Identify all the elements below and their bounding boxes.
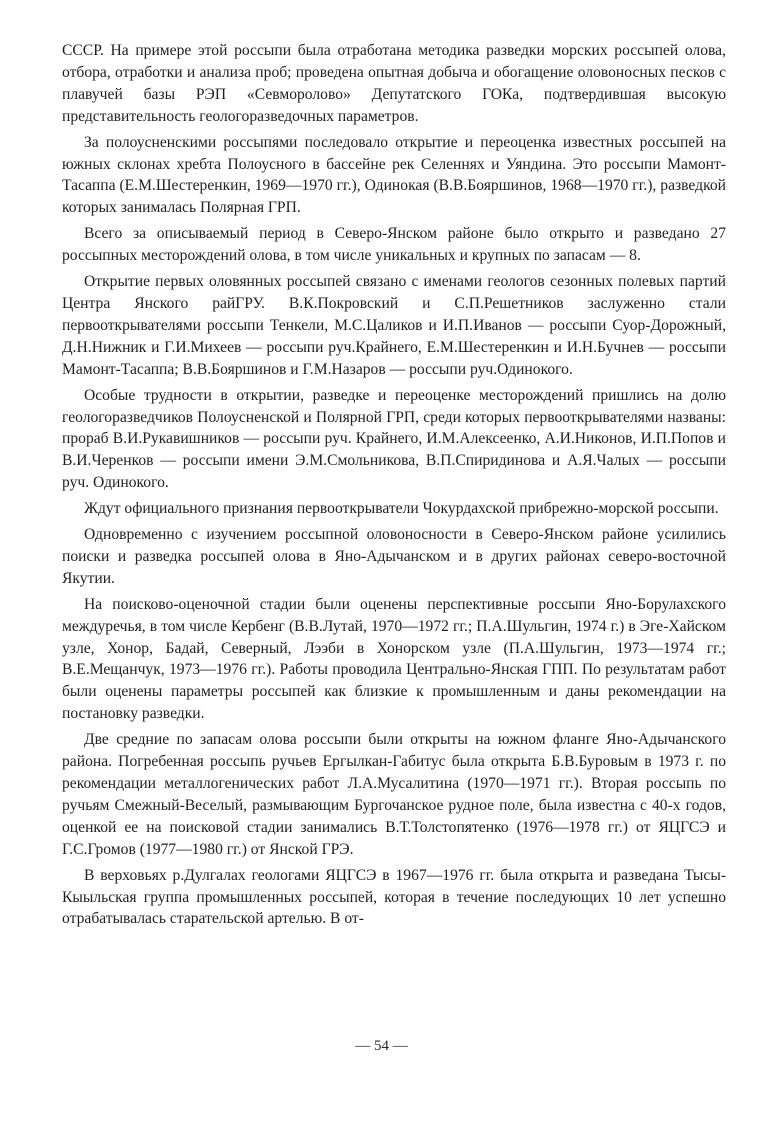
- paragraph-1: СССР. На примере этой россыпи была отработана методика разведки морских россыпей олова, отбора, отработки и анализа проб; проведена опытная добыча и обогащение оловоносных песков с плавучей базы РЭП «Севморолово» Депутатского ГОКа, подтвердившая высокую представительность геологоразведочных параметров.: [62, 42, 726, 125]
- paragraph-4: Открытие первых оловянных россыпей связано с именами геологов сезонных полевых партий Центра Янского райГРУ. В.К.Покровский и С.П.Решетников заслуженно стали первооткрывателями россыпи Тенкели, М.С.Цаликов и И.П.Иванов — россыпи Суор-Дорожный, Д.Н.Нижник и Г.И.Михеев — россыпи руч.Крайнего, Е.М.Шестеренкин и И.Н.Бучнев — россыпи Мамонт-Тасаппа; В.В.Бояршинов и Г.М.Назаров — россыпи руч.Одинокого.: [62, 273, 726, 378]
- document-page: [62, 40, 726, 934]
- paragraph-6: Ждут официального признания первооткрыватели Чокурдахской прибрежно-морской россыпи.: [84, 500, 719, 518]
- paragraph-5: Особые трудности в открытии, разведке и переоценке месторождений пришлись на долю геологоразведчиков Полоусненской и Полярной ГРП, среди которых первооткрывателями названы: прораб В.И.Рукавишников — россыпи руч. Крайнего, И.М.Алексеенко, А.И.Никонов, И.П.Попов и В.И.Черенков — россыпи имени Э.М.Смольникова, В.П.Спиридинова и А.Я.Чалых — россыпи руч. Одинокого.: [62, 386, 726, 492]
- paragraph-7: Одновременно с изучением россыпной оловоносности в Северо-Янском районе усилились поиски и разведка россыпей олова в Яно-Адычанском и в других районах северо-восточной Якутии.: [62, 526, 726, 587]
- page-number: — 54 —: [355, 1038, 408, 1054]
- paragraph-3: Всего за описываемый период в Северо-Янском районе было открыто и разведано 27 россыпных месторождений олова, в том числе уникальных и крупных по запасам — 8.: [62, 225, 726, 265]
- paragraph-10: В верховьях р.Дулгалах геологами ЯЦГСЭ в 1967—1976 гг. была открыта и разведана Тысы-Кыыльская группа промышленных россыпей, которая в течение последующих 10 лет успешно отрабатывалась старательской артелью. В от-: [62, 866, 726, 928]
- paragraph-8: На поисково-оценочной стадии были оценены перспективные россыпи Яно-Борулахского междуречья, в том числе Кербенг (В.В.Лутай, 1970—1972 гг.; П.А.Шульгин, 1974 г.) в Эге-Хайском узле, Хонор, Бадай, Северный, Лээби в Хонорском узле (П.А.Шульгин, 1973—1974 гг.; В.Е.Мещанчук, 1973—1976 гг.). Работы проводила Центрально-Янская ГПП. По результатам работ были оценены параметры россыпей как близкие к промышленным и даны рекомендации на постановку разведки.: [62, 595, 726, 723]
- paragraph-2: За полоусненскими россыпями последовало открытие и переоценка известных россыпей на южных склонах хребта Полоусного в бассейне рек Селеннях и Уяндина. Это россыпи Мамонт-Тасаппа (Е.М.Шестеренкин, 1969—1970 гг.), Одинокая (В.В.Бояршинов, 1968—1970 гг.), разведкой которых занималась Полярная ГРП.: [62, 133, 726, 217]
- paragraph-9: Две средние по запасам олова россыпи были открыты на южном фланге Яно-Адычанского района. Погребенная россыпь ручьев Ергылкан-Габитус была открыта Б.В.Буровым в 1973 г. по рекомендации металлогенических работ Л.А.Мусалитина (1970—1971 гг.). Вторая россыпь по ручьям Смежный-Веселый, размывающим Бургочанское рудное поле, была известна с 40-х годов, оценкой ее на поисковой стадии занимались В.Т.Толстопятенко (1976—1978 гг.) от ЯЦГСЭ и Г.С.Громов (1977—1980 гг.) от Янской ГРЭ.: [62, 731, 726, 858]
